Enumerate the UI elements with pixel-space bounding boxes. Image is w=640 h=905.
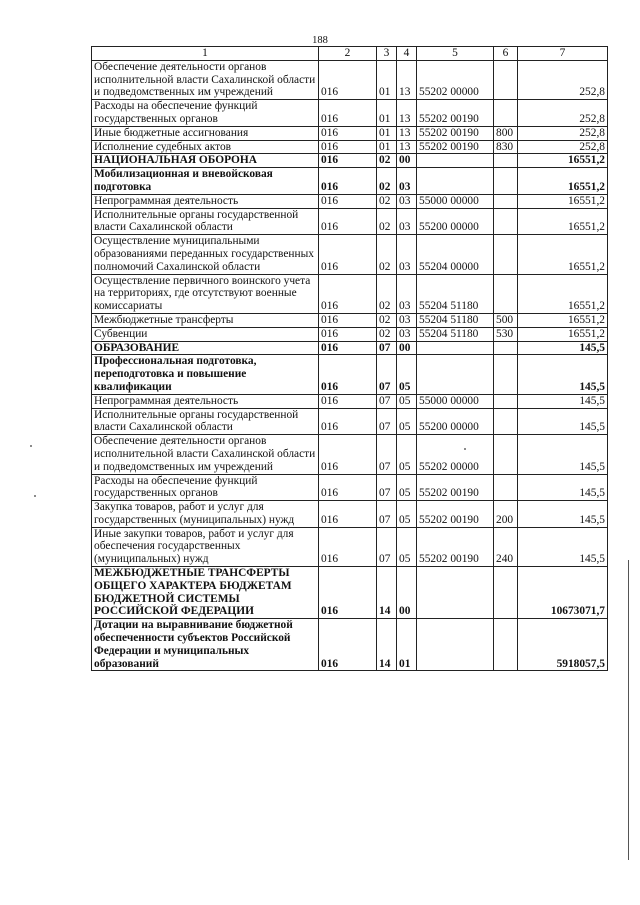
row-subsection: 03 (397, 208, 417, 235)
table-row (92, 154, 608, 168)
row-name: Непрограммная деятельность (92, 194, 319, 208)
header-col-7: 7 (518, 47, 608, 61)
row-expense-type (494, 194, 518, 208)
row-expense-type (494, 154, 518, 168)
table-row (92, 208, 608, 235)
header-row (92, 47, 608, 61)
row-name: Закупка товаров, работ и услуг для государственных (муниципальных) нужд (92, 501, 319, 528)
row-expense-type (494, 168, 518, 195)
row-target-article: 55202 00190 (417, 501, 494, 528)
row-name: Осуществление первичного воинского учета на территориях, где отсутствуют военные комиссариаты (92, 274, 319, 313)
row-ministry-code: 016 (319, 154, 377, 168)
row-name: Исполнение судебных актов (92, 140, 319, 154)
table-body (92, 60, 608, 671)
row-ministry-code: 016 (319, 208, 377, 235)
page-number: 188 (312, 35, 328, 46)
row-amount: 252,8 (518, 100, 608, 127)
header-col-2: 2 (319, 47, 377, 61)
table-row (92, 567, 608, 619)
table-row (92, 313, 608, 327)
row-subsection: 00 (397, 154, 417, 168)
row-section: 02 (377, 194, 397, 208)
row-ministry-code: 016 (319, 327, 377, 341)
row-subsection: 13 (397, 126, 417, 140)
row-target-article: 55204 51180 (417, 327, 494, 341)
row-subsection: 05 (397, 435, 417, 474)
row-target-article (417, 168, 494, 195)
row-subsection: 03 (397, 168, 417, 195)
row-section: 14 (377, 619, 397, 671)
row-name: Межбюджетные трансферты (92, 313, 319, 327)
table-row (92, 501, 608, 528)
table-row (92, 126, 608, 140)
row-ministry-code: 016 (319, 168, 377, 195)
table-row (92, 355, 608, 394)
row-target-article (417, 154, 494, 168)
row-expense-type (494, 341, 518, 355)
row-name: Исполнительные органы государственной власти Сахалинской области (92, 208, 319, 235)
row-target-article: 55202 00000 (417, 435, 494, 474)
row-name: Обеспечение деятельности органов исполнительной власти Сахалинской области и подведомственных им учреждений (92, 60, 319, 99)
row-target-article: 55202 00190 (417, 474, 494, 501)
row-section: 07 (377, 355, 397, 394)
row-subsection: 13 (397, 60, 417, 99)
row-amount: 16551,2 (518, 235, 608, 274)
row-target-article: 55000 00000 (417, 194, 494, 208)
row-section: 02 (377, 274, 397, 313)
row-target-article: 55202 00190 (417, 126, 494, 140)
table-row (92, 435, 608, 474)
row-ministry-code: 016 (319, 355, 377, 394)
row-amount: 145,5 (518, 527, 608, 566)
row-name: Обеспечение деятельности органов исполнительной власти Сахалинской области и подведомственных им учреждений (92, 435, 319, 474)
header-col-5: 5 (417, 47, 494, 61)
row-amount: 145,5 (518, 355, 608, 394)
row-expense-type (494, 394, 518, 408)
table-row (92, 394, 608, 408)
row-amount: 10673071,7 (518, 567, 608, 619)
row-expense-type: 800 (494, 126, 518, 140)
row-section: 01 (377, 140, 397, 154)
row-section: 07 (377, 527, 397, 566)
row-section: 02 (377, 154, 397, 168)
row-amount: 145,5 (518, 341, 608, 355)
row-target-article (417, 567, 494, 619)
table-row (92, 60, 608, 99)
row-ministry-code: 016 (319, 474, 377, 501)
row-name: НАЦИОНАЛЬНАЯ ОБОРОНА (92, 154, 319, 168)
row-name: Профессиональная подготовка, переподготовка и повышение квалификации (92, 355, 319, 394)
row-subsection: 03 (397, 327, 417, 341)
row-name: МЕЖБЮДЖЕТНЫЕ ТРАНСФЕРТЫ ОБЩЕГО ХАРАКТЕРА БЮДЖЕТАМ БЮДЖЕТНОЙ СИСТЕМЫ РОССИЙСКОЙ ФЕДЕРАЦИИ (92, 567, 319, 619)
row-ministry-code: 016 (319, 341, 377, 355)
row-expense-type (494, 235, 518, 274)
row-expense-type (494, 435, 518, 474)
header-col-6: 6 (494, 47, 518, 61)
row-target-article: 55000 00000 (417, 394, 494, 408)
table-row (92, 100, 608, 127)
row-target-article (417, 355, 494, 394)
row-name: Иные закупки товаров, работ и услуг для обеспечения государственных (муниципальных) нужд (92, 527, 319, 566)
budget-table (91, 46, 608, 671)
row-section: 07 (377, 394, 397, 408)
table-row (92, 140, 608, 154)
row-target-article: 55200 00000 (417, 208, 494, 235)
row-name: Мобилизационная и вневойсковая подготовка (92, 168, 319, 195)
row-subsection: 01 (397, 619, 417, 671)
table-row (92, 408, 608, 435)
row-expense-type (494, 619, 518, 671)
row-subsection: 03 (397, 235, 417, 274)
row-amount: 252,8 (518, 140, 608, 154)
row-subsection: 03 (397, 194, 417, 208)
row-amount: 16551,2 (518, 313, 608, 327)
row-subsection: 00 (397, 341, 417, 355)
row-amount: 145,5 (518, 394, 608, 408)
row-expense-type (494, 474, 518, 501)
row-amount: 145,5 (518, 435, 608, 474)
row-subsection: 05 (397, 527, 417, 566)
row-subsection: 00 (397, 567, 417, 619)
row-target-article: 55204 00000 (417, 235, 494, 274)
row-expense-type: 830 (494, 140, 518, 154)
row-expense-type (494, 208, 518, 235)
row-target-article: 55202 00190 (417, 140, 494, 154)
row-target-article: 55204 51180 (417, 313, 494, 327)
row-name: Субвенции (92, 327, 319, 341)
table-row (92, 327, 608, 341)
row-name: ОБРАЗОВАНИЕ (92, 341, 319, 355)
row-section: 01 (377, 126, 397, 140)
row-subsection: 05 (397, 408, 417, 435)
row-section: 02 (377, 327, 397, 341)
row-expense-type (494, 355, 518, 394)
row-name: Непрограммная деятельность (92, 394, 319, 408)
row-ministry-code: 016 (319, 501, 377, 528)
table-row (92, 341, 608, 355)
row-subsection: 05 (397, 501, 417, 528)
row-target-article (417, 619, 494, 671)
row-target-article: 55202 00000 (417, 60, 494, 99)
scan-speck (30, 445, 32, 447)
scan-speck (464, 448, 466, 450)
row-amount: 145,5 (518, 408, 608, 435)
row-ministry-code: 016 (319, 567, 377, 619)
row-ministry-code: 016 (319, 435, 377, 474)
table-row (92, 235, 608, 274)
row-subsection: 05 (397, 355, 417, 394)
row-name: Исполнительные органы государственной власти Сахалинской области (92, 408, 319, 435)
scan-speck (34, 495, 36, 497)
row-ministry-code: 016 (319, 274, 377, 313)
table-row (92, 194, 608, 208)
row-subsection: 13 (397, 140, 417, 154)
row-amount: 16551,2 (518, 194, 608, 208)
row-section: 07 (377, 408, 397, 435)
row-expense-type: 200 (494, 501, 518, 528)
row-name: Расходы на обеспечение функций государственных органов (92, 100, 319, 127)
row-ministry-code: 016 (319, 408, 377, 435)
row-ministry-code: 016 (319, 313, 377, 327)
scan-edge-line (628, 560, 629, 860)
row-ministry-code: 016 (319, 619, 377, 671)
row-amount: 16551,2 (518, 327, 608, 341)
table-row (92, 168, 608, 195)
row-section: 02 (377, 235, 397, 274)
row-amount: 252,8 (518, 126, 608, 140)
row-ministry-code: 016 (319, 235, 377, 274)
row-amount: 16551,2 (518, 208, 608, 235)
row-section: 07 (377, 341, 397, 355)
row-amount: 16551,2 (518, 274, 608, 313)
row-amount: 145,5 (518, 501, 608, 528)
row-subsection: 05 (397, 474, 417, 501)
row-expense-type (494, 408, 518, 435)
header-col-4: 4 (397, 47, 417, 61)
row-target-article (417, 341, 494, 355)
header-col-1: 1 (92, 47, 319, 61)
table-row (92, 274, 608, 313)
row-ministry-code: 016 (319, 527, 377, 566)
row-target-article: 55200 00000 (417, 408, 494, 435)
row-name: Дотации на выравнивание бюджетной обеспеченности субъектов Российской Федерации и муниципальных образований (92, 619, 319, 671)
row-target-article: 55202 00190 (417, 527, 494, 566)
row-target-article: 55204 51180 (417, 274, 494, 313)
row-section: 14 (377, 567, 397, 619)
row-ministry-code: 016 (319, 394, 377, 408)
row-amount: 145,5 (518, 474, 608, 501)
row-name: Расходы на обеспечение функций государственных органов (92, 474, 319, 501)
row-expense-type: 530 (494, 327, 518, 341)
row-expense-type (494, 567, 518, 619)
row-name: Осуществление муниципальными образованиями переданных государственных полномочий Сахалинской области (92, 235, 319, 274)
row-target-article: 55202 00190 (417, 100, 494, 127)
row-subsection: 13 (397, 100, 417, 127)
row-ministry-code: 016 (319, 194, 377, 208)
row-ministry-code: 016 (319, 126, 377, 140)
row-ministry-code: 016 (319, 140, 377, 154)
row-expense-type (494, 100, 518, 127)
row-amount: 252,8 (518, 60, 608, 99)
row-expense-type: 500 (494, 313, 518, 327)
row-section: 01 (377, 100, 397, 127)
row-subsection: 03 (397, 313, 417, 327)
row-section: 01 (377, 60, 397, 99)
row-section: 02 (377, 208, 397, 235)
row-expense-type (494, 274, 518, 313)
row-subsection: 05 (397, 394, 417, 408)
row-amount: 16551,2 (518, 168, 608, 195)
row-ministry-code: 016 (319, 100, 377, 127)
row-name: Иные бюджетные ассигнования (92, 126, 319, 140)
row-expense-type (494, 60, 518, 99)
table-row (92, 527, 608, 566)
table-row (92, 619, 608, 671)
row-ministry-code: 016 (319, 60, 377, 99)
table-row (92, 474, 608, 501)
row-section: 02 (377, 313, 397, 327)
row-amount: 16551,2 (518, 154, 608, 168)
row-section: 07 (377, 501, 397, 528)
row-subsection: 03 (397, 274, 417, 313)
row-section: 07 (377, 474, 397, 501)
row-section: 07 (377, 435, 397, 474)
row-section: 02 (377, 168, 397, 195)
row-amount: 5918057,5 (518, 619, 608, 671)
header-col-3: 3 (377, 47, 397, 61)
row-expense-type: 240 (494, 527, 518, 566)
